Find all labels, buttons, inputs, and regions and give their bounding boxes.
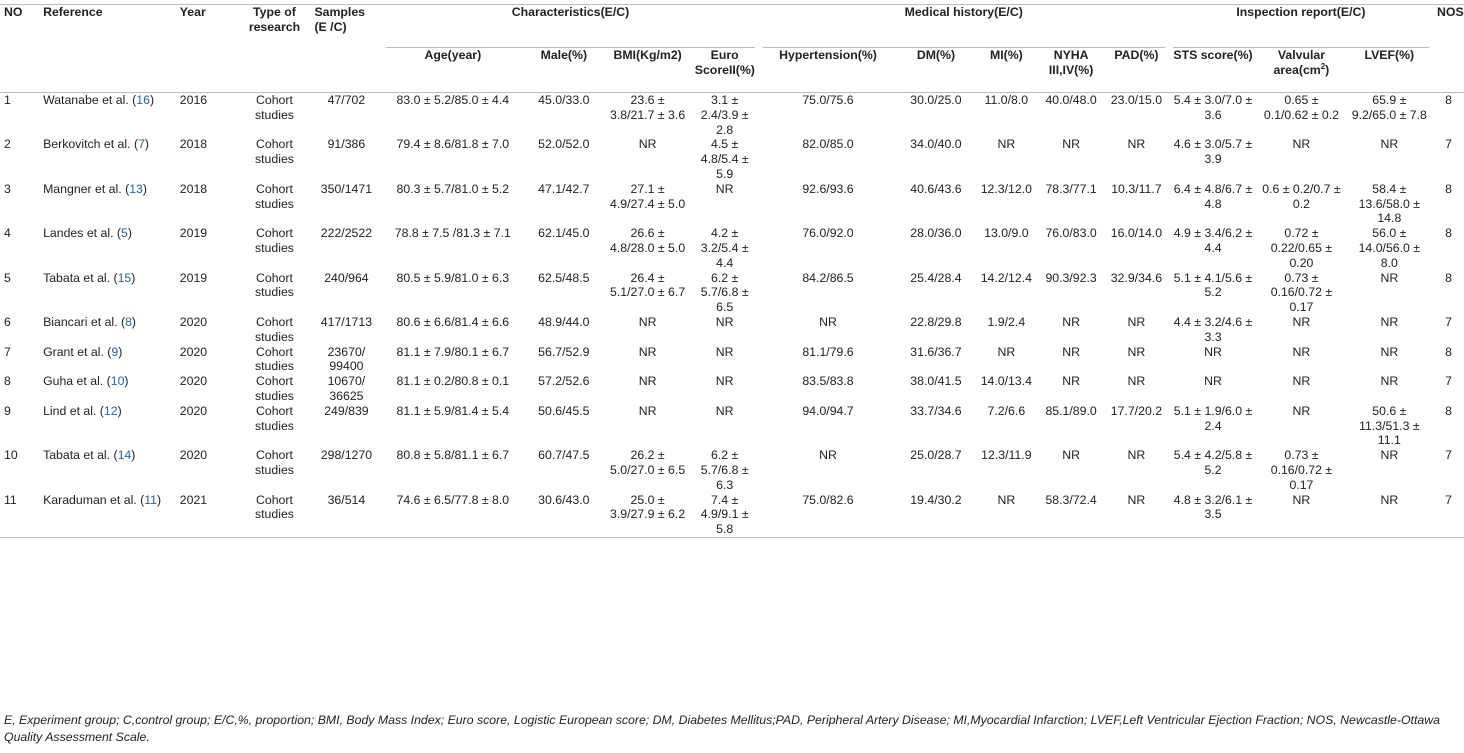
- header-sts-score: STS score(%): [1173, 48, 1253, 62]
- row-reference: Grant et al. (9): [43, 344, 123, 359]
- row-no: 3: [4, 181, 11, 196]
- row-euro-score: 7.4 ± 4.9/9.1 ± 5.8: [700, 492, 749, 537]
- table-row: [0, 315, 1464, 345]
- header-nos: NOS: [1437, 5, 1464, 19]
- medical-history-group-label: Medical history(E/C): [763, 5, 1165, 48]
- row-nos: 8: [1445, 181, 1452, 196]
- row-male: 45.0/33.0: [538, 93, 590, 107]
- row-nyha: 76.0/83.0: [1045, 226, 1097, 241]
- row-hypertension: 82.0/85.0: [802, 137, 854, 152]
- row-reference: Landes et al. (5): [43, 226, 132, 241]
- row-lvef: NR: [1380, 344, 1399, 359]
- row-reference: Guha et al. (10): [43, 374, 129, 389]
- row-pad: 23.0/15.0: [1110, 93, 1163, 107]
- reference-citation-link[interactable]: 8: [125, 314, 132, 329]
- row-valvular-area: 0.65 ± 0.1/0.62 ± 0.2: [1263, 93, 1339, 122]
- row-bmi: 26.4 ± 5.1/27.0 ± 6.7: [610, 270, 686, 300]
- header-year: Year: [179, 5, 206, 19]
- row-samples: 91/386: [327, 137, 366, 152]
- row-sts-score: 4.8 ± 3.2/6.1 ± 3.5: [1173, 492, 1253, 522]
- row-valvular-area: 0.6 ± 0.2/0.7 ± 0.2: [1262, 181, 1341, 211]
- row-valvular-area: 0.73 ± 0.16/0.72 ± 0.17: [1270, 270, 1333, 315]
- row-bmi: 26.6 ± 4.8/28.0 ± 5.0: [610, 226, 686, 255]
- row-age: 80.5 ± 5.9/81.0 ± 6.3: [396, 270, 510, 285]
- row-nos: 7: [1445, 137, 1452, 152]
- row-hypertension: 83.5/83.8: [802, 374, 854, 389]
- row-mi: 13.0/9.0: [984, 226, 1029, 241]
- row-bmi: NR: [638, 344, 657, 359]
- row-valvular-area: 0.73 ± 0.16/0.72 ± 0.17: [1270, 448, 1333, 492]
- table-row: [0, 226, 1464, 270]
- row-year: 2020: [179, 448, 208, 463]
- row-age: 79.4 ± 8.6/81.8 ± 7.0: [396, 137, 510, 152]
- row-type: Cohort studies: [254, 403, 294, 433]
- row-male: 52.0/52.0: [538, 137, 590, 152]
- row-nyha: 78.3/77.1: [1045, 181, 1097, 196]
- row-sts-score: 4.6 ± 3.0/5.7 ± 3.9: [1173, 137, 1253, 167]
- reference-citation-link[interactable]: 14: [117, 448, 132, 463]
- row-nos: 7: [1445, 314, 1452, 329]
- row-no: 11: [4, 492, 17, 507]
- header-row-groups: [0, 5, 1464, 49]
- row-sts-score: 5.4 ± 4.2/5.8 ± 5.2: [1173, 448, 1253, 477]
- row-year: 2020: [179, 344, 208, 359]
- row-dm: 19.4/30.2: [910, 492, 962, 507]
- row-reference: Karaduman et al. (11): [43, 492, 162, 507]
- row-age: 80.3 ± 5.7/81.0 ± 5.2: [396, 181, 510, 196]
- row-valvular-area: 0.72 ± 0.22/0.65 ± 0.20: [1270, 226, 1333, 270]
- header-bmi: BMI(Kg/m2): [613, 48, 682, 62]
- header-age: Age(year): [424, 48, 482, 62]
- row-samples: 249/839: [324, 403, 369, 418]
- row-mi: 12.3/11.9: [981, 448, 1032, 463]
- row-no: 4: [4, 226, 11, 241]
- row-no: 2: [4, 137, 11, 152]
- row-year: 2021: [179, 492, 208, 507]
- row-dm: 33.7/34.6: [910, 403, 962, 418]
- table-row: [0, 448, 1464, 492]
- row-pad: 16.0/14.0: [1110, 226, 1163, 241]
- row-nyha: 90.3/92.3: [1045, 270, 1097, 285]
- header-nyha: NYHA III,IV(%): [1048, 48, 1094, 77]
- row-valvular-area: NR: [1292, 137, 1311, 152]
- row-male: 47.1/42.7: [538, 181, 590, 196]
- row-no: 7: [4, 344, 11, 359]
- row-pad: 32.9/34.6: [1110, 270, 1163, 285]
- header-dm: DM(%): [916, 48, 956, 62]
- row-type: Cohort studies: [254, 270, 294, 300]
- header-male: Male(%): [540, 48, 588, 62]
- row-nos: 8: [1445, 403, 1452, 418]
- row-reference: Tabata et al. (15): [43, 270, 136, 285]
- row-nyha: NR: [1062, 448, 1080, 463]
- inspection-group-label: Inspection report(E/C): [1173, 5, 1429, 48]
- row-no: 9: [4, 403, 11, 418]
- row-dm: 28.0/36.0: [910, 226, 962, 241]
- row-samples: 10670/ 36625: [327, 374, 366, 403]
- row-nos: 8: [1445, 270, 1452, 285]
- row-type: Cohort studies: [254, 374, 294, 403]
- row-sts-score: NR: [1204, 344, 1222, 359]
- row-euro-score: 6.2 ± 5.7/6.8 ± 6.3: [700, 448, 749, 492]
- row-dm: 25.4/28.4: [910, 270, 962, 285]
- row-no: 10: [4, 448, 18, 463]
- table-row: [0, 374, 1464, 404]
- row-sts-score: 5.1 ± 4.1/5.6 ± 5.2: [1173, 270, 1253, 300]
- row-sts-score: NR: [1204, 374, 1222, 389]
- row-mi: NR: [997, 492, 1016, 507]
- row-pad: NR: [1127, 374, 1146, 389]
- header-reference: Reference: [43, 5, 103, 19]
- row-nyha: 85.1/89.0: [1045, 403, 1097, 418]
- row-male: 30.6/43.0: [538, 492, 590, 507]
- row-age: 80.8 ± 5.8/81.1 ± 6.7: [396, 448, 510, 463]
- row-lvef: NR: [1380, 270, 1399, 285]
- header-inspection-group: [1169, 5, 1433, 49]
- row-male: 50.6/45.5: [538, 403, 590, 418]
- table-row: [0, 93, 1464, 138]
- row-valvular-area: NR: [1292, 492, 1311, 507]
- row-sts-score: 5.4 ± 3.0/7.0 ± 3.6: [1173, 93, 1253, 122]
- reference-citation-link[interactable]: 12: [103, 403, 118, 418]
- row-bmi: NR: [638, 403, 657, 418]
- row-samples: 417/1713: [320, 314, 373, 329]
- row-dm: 30.0/25.0: [910, 93, 962, 107]
- row-pad: NR: [1127, 492, 1146, 507]
- row-hypertension: 75.0/75.6: [802, 93, 854, 107]
- row-mi: 1.9/2.4: [987, 314, 1026, 329]
- row-dm: 34.0/40.0: [910, 137, 962, 152]
- row-dm: 38.0/41.5: [910, 374, 962, 389]
- row-nos: 8: [1445, 344, 1452, 359]
- row-mi: 7.2/6.6: [987, 403, 1026, 418]
- row-mi: NR: [997, 137, 1016, 152]
- row-lvef: NR: [1380, 374, 1399, 389]
- table-row: [0, 271, 1464, 315]
- row-bmi: 25.0 ± 3.9/27.9 ± 6.2: [610, 492, 686, 522]
- row-mi: 14.0/13.4: [980, 374, 1032, 389]
- row-lvef: 65.9 ± 9.2/65.0 ± 7.8: [1351, 93, 1427, 122]
- row-pad: NR: [1127, 314, 1146, 329]
- row-type: Cohort studies: [254, 93, 294, 122]
- row-no: 1: [4, 93, 11, 107]
- row-dm: 31.6/36.7: [910, 344, 962, 359]
- row-hypertension: NR: [819, 314, 837, 329]
- row-bmi: 26.2 ± 5.0/27.0 ± 6.5: [610, 448, 686, 477]
- row-pad: 10.3/11.7: [1111, 181, 1162, 196]
- row-nos: 7: [1445, 492, 1452, 507]
- row-pad: NR: [1127, 344, 1146, 359]
- row-euro-score: 4.5 ± 4.8/5.4 ± 5.9: [700, 137, 749, 181]
- row-valvular-area: NR: [1292, 314, 1311, 329]
- row-euro-score: 3.1 ± 2.4/3.9 ± 2.8: [700, 93, 749, 137]
- row-valvular-area: NR: [1292, 374, 1311, 389]
- row-type: Cohort studies: [254, 492, 294, 522]
- header-pad: PAD(%): [1114, 48, 1159, 62]
- table-body: [0, 93, 1464, 538]
- table-row: [0, 182, 1464, 226]
- reference-citation-link[interactable]: 9: [111, 344, 119, 359]
- row-lvef: NR: [1380, 448, 1399, 463]
- row-reference: Lind et al. (12): [43, 403, 122, 418]
- row-age: 80.6 ± 6.6/81.4 ± 6.6: [396, 314, 510, 329]
- row-samples: 36/514: [327, 492, 366, 507]
- row-reference: Mangner et al. (13): [43, 181, 147, 196]
- header-no: NO: [4, 5, 23, 19]
- row-valvular-area: NR: [1292, 344, 1311, 359]
- row-type: Cohort studies: [254, 314, 294, 344]
- row-euro-score: NR: [715, 181, 734, 196]
- row-nyha: NR: [1062, 314, 1080, 329]
- reference-citation-link[interactable]: 13: [129, 181, 143, 196]
- header-euro-score: Euro ScoreII(%): [694, 48, 755, 77]
- row-lvef: 50.6 ± 11.3/51.3 ± 11.1: [1359, 403, 1420, 448]
- row-samples: 23670/ 99400: [327, 344, 366, 374]
- reference-citation-link[interactable]: 7: [138, 137, 145, 152]
- row-age: 81.1 ± 7.9/80.1 ± 6.7: [396, 344, 510, 359]
- row-hypertension: 94.0/94.7: [802, 403, 854, 418]
- header-characteristics-group: [382, 5, 758, 49]
- row-samples: 47/702: [327, 93, 366, 107]
- row-hypertension: 81.1/79.6: [802, 344, 854, 359]
- row-nos: 7: [1445, 448, 1452, 463]
- row-lvef: NR: [1380, 137, 1399, 152]
- reference-citation-link[interactable]: 11: [144, 492, 157, 507]
- table-row: [0, 137, 1464, 181]
- row-type: Cohort studies: [254, 448, 294, 477]
- row-pad: 17.7/20.2: [1110, 403, 1163, 418]
- row-year: 2020: [179, 403, 208, 418]
- reference-citation-link[interactable]: 5: [121, 226, 128, 241]
- row-bmi: 23.6 ± 3.8/21.7 ± 3.6: [610, 93, 686, 122]
- row-nos: 7: [1445, 374, 1452, 389]
- row-type: Cohort studies: [254, 181, 294, 211]
- row-bmi: 27.1 ± 4.9/27.4 ± 5.0: [610, 181, 686, 211]
- row-male: 60.7/47.5: [538, 448, 590, 463]
- row-sts-score: 4.9 ± 3.4/6.2 ± 4.4: [1173, 226, 1253, 255]
- row-age: 81.1 ± 5.9/81.4 ± 5.4: [396, 403, 510, 418]
- row-mi: NR: [997, 344, 1016, 359]
- row-male: 57.2/52.6: [538, 374, 590, 389]
- row-age: 74.6 ± 6.5/77.8 ± 8.0: [396, 492, 510, 507]
- row-nyha: 58.3/72.4: [1045, 492, 1097, 507]
- row-mi: 14.2/12.4: [980, 270, 1032, 285]
- row-age: 78.8 ± 7.5 /81.3 ± 7.1: [394, 226, 511, 241]
- row-pad: NR: [1127, 137, 1146, 152]
- row-lvef: 56.0 ± 14.0/56.0 ± 8.0: [1358, 226, 1421, 270]
- row-year: 2018: [179, 137, 208, 152]
- header-valvular-area: Valvular $area(cm^2)$: [1273, 48, 1330, 77]
- header-medical-history-group: [759, 5, 1169, 49]
- row-type: Cohort studies: [254, 344, 294, 374]
- row-male: 56.7/52.9: [538, 344, 590, 359]
- row-samples: 240/964: [324, 270, 369, 285]
- row-year: 2018: [179, 181, 208, 196]
- row-pad: NR: [1127, 448, 1146, 463]
- header-mi: MI(%): [989, 48, 1023, 62]
- row-euro-score: NR: [715, 344, 734, 359]
- row-male: 62.5/48.5: [538, 270, 590, 285]
- row-type: Cohort studies: [254, 226, 294, 255]
- row-euro-score: NR: [715, 374, 734, 389]
- row-year: 2016: [179, 93, 208, 107]
- row-year: 2019: [179, 226, 208, 241]
- row-reference: Berkovitch et al. (7): [43, 137, 150, 152]
- row-age: 81.1 ± 0.2/80.8 ± 0.1: [396, 374, 510, 389]
- row-nyha: 40.0/48.0: [1045, 93, 1097, 107]
- table-footnote: E, Experiment group; C,control group; E/C,%, proportion; BMI, Body Mass Index; Euro score, Logistic European score; DM, Diabetes Mellitus;PAD, Peripheral Artery Disease; MI,Myocardial Infarction; LVEF,Left Ventricular Ejection Fraction; NOS, Newcastle-Ottawa Quality Assessment Scale.: [4, 713, 1440, 744]
- reference-citation-link[interactable]: 10: [110, 374, 125, 389]
- reference-citation-link[interactable]: 15: [117, 270, 132, 285]
- row-type: Cohort studies: [254, 137, 294, 167]
- row-bmi: NR: [638, 137, 657, 152]
- row-no: 8: [4, 374, 11, 389]
- table-row: [0, 345, 1464, 375]
- row-no: 6: [4, 314, 11, 329]
- row-nos: 8: [1445, 226, 1452, 241]
- row-reference: Tabata et al. (14): [43, 448, 136, 463]
- reference-citation-link[interactable]: 16: [136, 93, 150, 107]
- row-hypertension: NR: [819, 448, 837, 463]
- row-year: 2020: [179, 314, 208, 329]
- row-lvef: NR: [1380, 492, 1399, 507]
- row-hypertension: 84.2/86.5: [802, 270, 854, 285]
- row-male: 62.1/45.0: [538, 226, 590, 241]
- row-nos: 8: [1445, 93, 1452, 107]
- row-valvular-area: NR: [1292, 403, 1311, 418]
- row-euro-score: 6.2 ± 5.7/6.8 ± 6.5: [700, 270, 749, 315]
- row-lvef: NR: [1380, 314, 1399, 329]
- row-euro-score: 4.2 ± 3.2/5.4 ± 4.4: [700, 226, 749, 270]
- row-sts-score: 5.1 ± 1.9/6.0 ± 2.4: [1173, 403, 1253, 433]
- table-row: [0, 493, 1464, 538]
- row-sts-score: 4.4 ± 3.2/4.6 ± 3.3: [1173, 314, 1253, 344]
- table-row: [0, 404, 1464, 448]
- row-nyha: NR: [1062, 344, 1080, 359]
- characteristics-group-label: Characteristics(E/C): [386, 5, 754, 48]
- row-reference: Watanabe et al. (16): [43, 93, 155, 107]
- row-dm: 40.6/43.6: [910, 181, 962, 196]
- row-bmi: NR: [638, 314, 657, 329]
- row-samples: 350/1471: [320, 181, 373, 196]
- row-samples: 222/2522: [320, 226, 373, 241]
- row-sts-score: 6.4 ± 4.8/6.7 ± 4.8: [1173, 181, 1253, 211]
- row-hypertension: 75.0/82.6: [802, 492, 854, 507]
- row-nyha: NR: [1062, 137, 1080, 152]
- row-year: 2020: [179, 374, 208, 389]
- header-lvef: LVEF(%): [1364, 48, 1415, 62]
- row-reference: Biancari et al. (8): [43, 314, 137, 329]
- row-bmi: NR: [638, 374, 657, 389]
- row-male: 48.9/44.0: [538, 314, 590, 329]
- header-hypertension: Hypertension(%): [779, 48, 877, 62]
- row-age: 83.0 ± 5.2/85.0 ± 4.4: [396, 93, 510, 107]
- row-euro-score: NR: [715, 403, 734, 418]
- row-hypertension: 76.0/92.0: [802, 226, 854, 241]
- header-samples: Samples (E /C): [314, 5, 366, 34]
- row-dm: 25.0/28.7: [910, 448, 962, 463]
- row-nyha: NR: [1062, 374, 1080, 389]
- row-dm: 22.8/29.8: [910, 314, 962, 329]
- row-no: 5: [4, 270, 11, 285]
- study-characteristics-table: [0, 4, 1464, 538]
- row-euro-score: NR: [715, 314, 734, 329]
- row-hypertension: 92.6/93.6: [802, 181, 854, 196]
- header-type-of-research: Type of research: [248, 5, 301, 34]
- row-mi: 12.3/12.0: [980, 181, 1032, 196]
- row-year: 2019: [179, 270, 208, 285]
- row-samples: 298/1270: [320, 448, 373, 463]
- row-lvef: 58.4 ± 13.6/58.0 ± 14.8: [1358, 181, 1421, 226]
- row-mi: 11.0/8.0: [984, 93, 1029, 107]
